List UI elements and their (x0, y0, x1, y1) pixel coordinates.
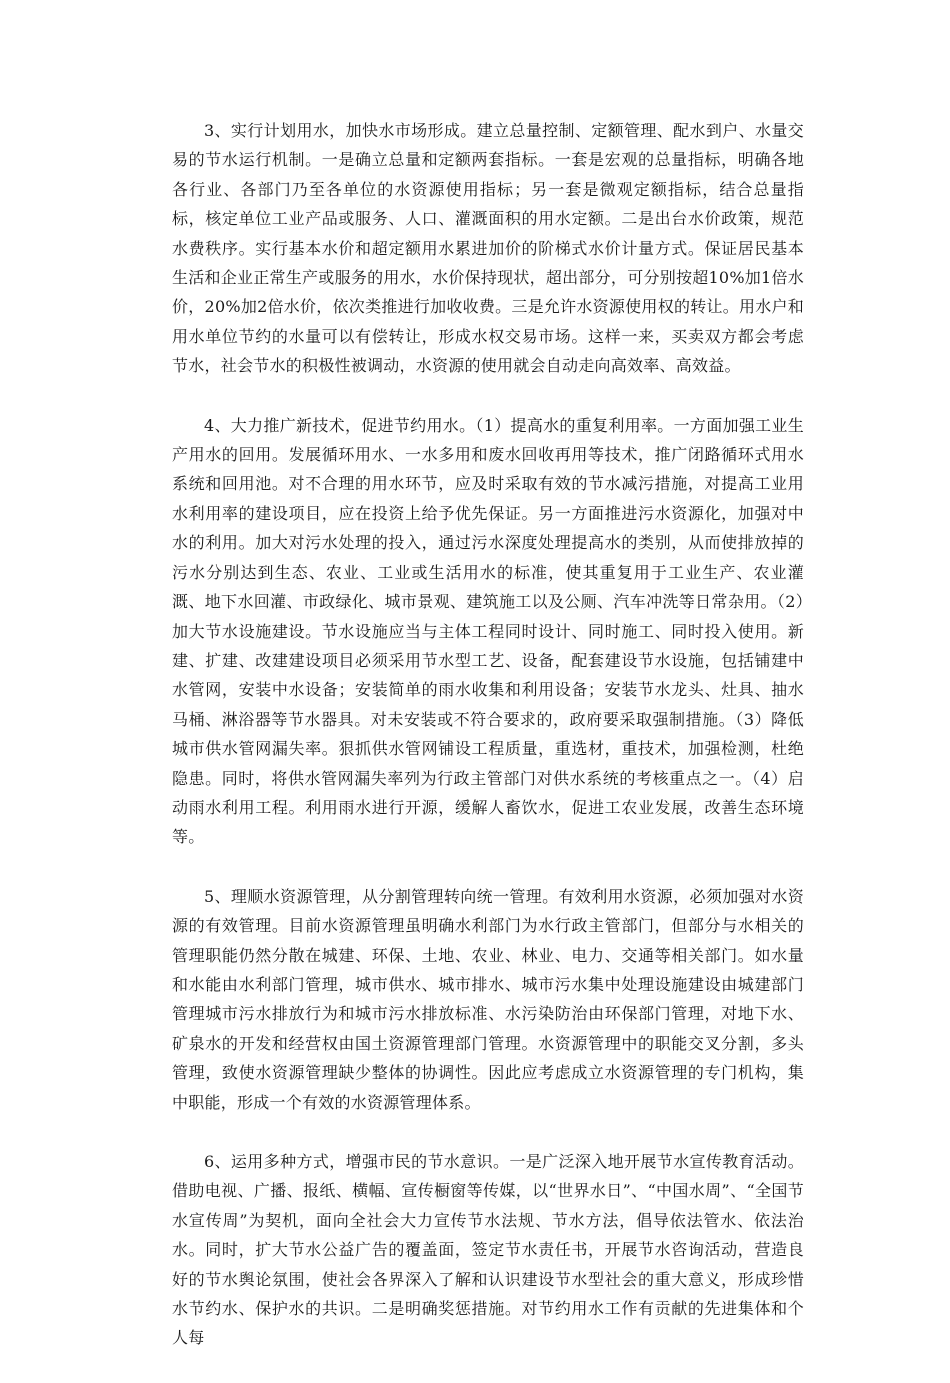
document-body (172, 116, 804, 1383)
paragraph-3-planned-water-use: 3、实行计划用水，加快水市场形成。建立总量控制、定额管理、配水到户、水量交易的节水运行机制。一是确立总量和定额两套指标。一套是宏观的总量指标，明确各地各行业、各部门乃至各单位的水资源使用指标；另一套是微观定额指标，结合总量指标，核定单位工业产品或服务、人口、灌溉面积的用水定额。二是出台水价政策，规范水费秩序。实行基本水价和超定额用水累进加价的阶梯式水价计量方式。保证居民基本生活和企业正常生产或服务的用水，水价保持现状，超出部分，可分别按超10%加1倍水价，20%加2倍水价，依次类推进行加收收费。三是允许水资源使用权的转让。用水户和用水单位节约的水量可以有偿转让，形成水权交易市场。这样一来，买卖双方都会考虑节水，社会节水的积极性被调动，水资源的使用就会自动走向高效率、高效益。 (172, 121, 804, 376)
paragraph-4-new-technology: 4、大力推广新技术，促进节约用水。（1）提高水的重复利用率。一方面加强工业生产用水的回用。发展循环用水、一水多用和废水回收再用等技术，推广闭路循环式用水系统和回用池。对不合理的用水环节，应及时采取有效的节水减污措施，对提高工业用水利用率的建设项目，应在投资上给予优先保证。另一方面推进污水资源化，加强对中水的利用。加大对污水处理的投入，通过污水深度处理提高水的类别，从而使排放掉的污水分别达到生态、农业、工业或生活用水的标准，使其重复用于工业生产、农业灌溉、地下水回灌、市政绿化、城市景观、建筑施工以及公厕、汽车冲洗等日常杂用。（2）加大节水设施建设。节水设施应当与主体工程同时设计、同时施工、同时投入使用。新建、扩建、改建建设项目必须采用节水型工艺、设备，配套建设节水设施，包括铺建中水管网，安装中水设备；安装简单的雨水收集和利用设备；安装节水龙头、灶具、抽水马桶、淋浴器等节水器具。对未安装或不符合要求的，政府要采取强制措施。（3）降低城市供水管网漏失率。狠抓供水管网铺设工程质量，重选材，重技术，加强检测，杜绝隐患。同时，将供水管网漏失率列为行政主管部门对供水系统的考核重点之一。（4）启动雨水利用工程。利用雨水进行开源，缓解人畜饮水，促进工农业发展，改善生态环境等。 (172, 415, 804, 847)
paragraph-6-water-saving-awareness: 6、运用多种方式，增强市民的节水意识。一是广泛深入地开展节水宣传教育活动。借助电视、广播、报纸、横幅、宣传橱窗等传媒，以“世界水日”、“中国水周”、“全国节水宣传周”为契机，面向全社会大力宣传节水法规、节水方法，倡导依法管水、依法治水。同时，扩大节水公益广告的覆盖面，签定节水责任书，开展节水咨询活动，营造良好的节水舆论氛围，使社会各界深入了解和认识建设节水型社会的重大意义，形成珍惜水节约水、保护水的共识。二是明确奖惩措施。对节约用水工作有贡献的先进集体和个人每 (172, 1152, 804, 1348)
paragraph-5-water-resource-management: 5、理顺水资源管理，从分割管理转向统一管理。有效利用水资源，必须加强对水资源的有效管理。目前水资源管理虽明确水利部门为水行政主管部门，但部分与水相关的管理职能仍然分散在城建、环保、土地、农业、林业、电力、交通等相关部门。如水量和水能由水利部门管理，城市供水、城市排水、城市污水集中处理设施建设由城建部门管理城市污水排放行为和城市污水排放标准、水污染防治由环保部门管理，对地下水、矿泉水的开发和经营权由国土资源管理部门管理。水资源管理中的职能交叉分割，多头管理，致使水资源管理缺少整体的协调性。因此应考虑成立水资源管理的专门机构，集中职能，形成一个有效的水资源管理体系。 (172, 886, 804, 1112)
